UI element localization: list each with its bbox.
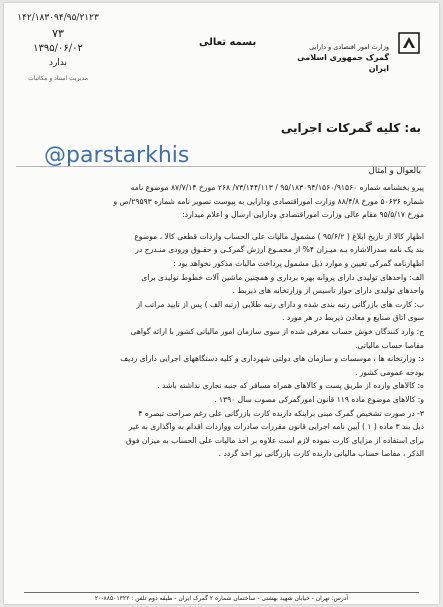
body-line: ه: کالاهای وارده از طریق پست و کالاهای همراه مسافر که جنبه تجاری نداشته باشد . [157, 381, 424, 391]
organization-heading [279, 43, 389, 74]
body-line: واحدهای تولیدی دارای جواز تاسیس از وزارتخانه های ذیربط . [232, 286, 424, 296]
body-line: ذیل بند ۳ ماده ( ۱ ) آیین نامه اجرایی قانون مقررات صادرات وواردات اقدام به واگذاری به غیر [128, 422, 424, 432]
basmala: بسمه تعالی [199, 37, 257, 48]
customs-emblem [391, 31, 427, 59]
customs-name: گمرک جمهوری اسلامی ایران [297, 53, 389, 73]
body-line: بند یک نامه صدرالاشاره بـه میـزان ۴% از مجمـوع ارزش گمرکـی و حقـوق ورودی منـدرج در [135, 245, 424, 255]
body-line: الف: واحدهای تولیدی دارای پروانه بهره برداری و همچنین ماشین آلات خطوط تولیدی برای [141, 272, 424, 282]
body-line: مورخ ۹۵/۵/۱۷ مقام عالی وزارت اموراقتصادی ودارایی ارسال و اعلام میدارد: [182, 210, 424, 220]
body-line: الذکر ، مفاصا حساب مالیاتی دارنده کارت بازرگانی نیز اخذ گردد . [218, 449, 424, 459]
handwritten-note: بالعوال و امثال [368, 166, 421, 176]
divider [16, 166, 426, 167]
body-line: ب: کارت های بازرگانی رتبه بندی شده و دارای رتبه طلایی (رتبه الف ) پس از تایید مراتب از [136, 299, 424, 309]
letter-body [20, 181, 424, 461]
body-line: مفاصا حساب مالیاتی. [355, 340, 424, 350]
reference-number: ۱۴۲/۱۸۳۰۹۴/۹۵/۲۱۲۳ [17, 13, 99, 23]
attachment-code: ۷۳ [52, 27, 64, 40]
body-line: بودجه عمومی کشور . [354, 367, 424, 377]
addressee: به: کلیه گمرکات اجرایی [280, 121, 421, 135]
body-line: ج: وارد کنندگان خوش حساب معرفی شده از سوی سازمان امور مالیاتی کشور با ارائه گواهی [130, 326, 424, 336]
reference-block [10, 11, 106, 86]
body-line: اظهار کالا از تاریخ ابلاغ ( ۹۵/۶/۲ ) مشمول مالیات علی الحساب واردات قطعی کالا ، موضوع [134, 231, 424, 241]
body-line: پیرو بخشنامه شماره ۹۵/۱۸۳۰۹۴/۱۵۶۰/۹۱۵۶۰ / ۷۳/۱۴۴/۱۱۳/ ۲۶۸ مورخ ۸۷/۷/۱۴ موضوع نامه [130, 183, 424, 192]
ministry-name: وزارت امور اقتصادی و دارایی [309, 43, 389, 51]
footer-address: آدرس: تهران - خیابان شهید بهشتی - ساختمان شماره ۲ گمرک ایران - طبقه دوم تلفن : ۸۸۵۰۱۳۲۲-۲۰ [24, 592, 419, 602]
letter-date: ۱۳۹۵/۰۶/۰۲ [33, 43, 83, 54]
attachment-label: ندارد [48, 58, 68, 68]
body-line: د: وزارتخانه ها ، موسسات و سازمان های دولتی شهرداری و کلیه دستگاههای اجرایی دارای ردیف [120, 354, 424, 364]
paragraph-gap [20, 222, 424, 230]
body-line: اظهارنامه گمرکی تعیین و موارد ذیل مشمول پرداخت مالیات مذکور نخواهد بود : [173, 258, 424, 268]
watermark: @parstarkhis [44, 143, 190, 168]
body-line: شماره ۵۰۶۳۶ مورخ ۸۸/۴/۸ وزارت اموراقتصادی ودارایی به پیوست تصویر نامه شماره ۲۹۵۹۳/ص و [113, 196, 424, 206]
body-line: و: کالاهای موضوع ماده ۱۱۹ قانون امورگمرکی مصوب سال ۱۳۹۰ . [214, 394, 424, 404]
emblem-icon [397, 31, 421, 55]
body-line: سوی اتاق صنایع و معادن ذیربط در هر مورد . [282, 313, 424, 323]
issuer-note: مدیریت اسناد و مکاتبات [28, 75, 88, 82]
body-line: برای استفاده از مزایای کارت نموده لازم است علاوه بر اخذ مالیات علی الحساب به میزان فوق [126, 435, 424, 445]
letter-sheet [4, 3, 439, 604]
body-line: ۳- در صورت تشخیص گمرک مبنی براینکه دارنده کارت بازرگانی علی رغم صراحت تبصره ۴ [138, 408, 424, 418]
